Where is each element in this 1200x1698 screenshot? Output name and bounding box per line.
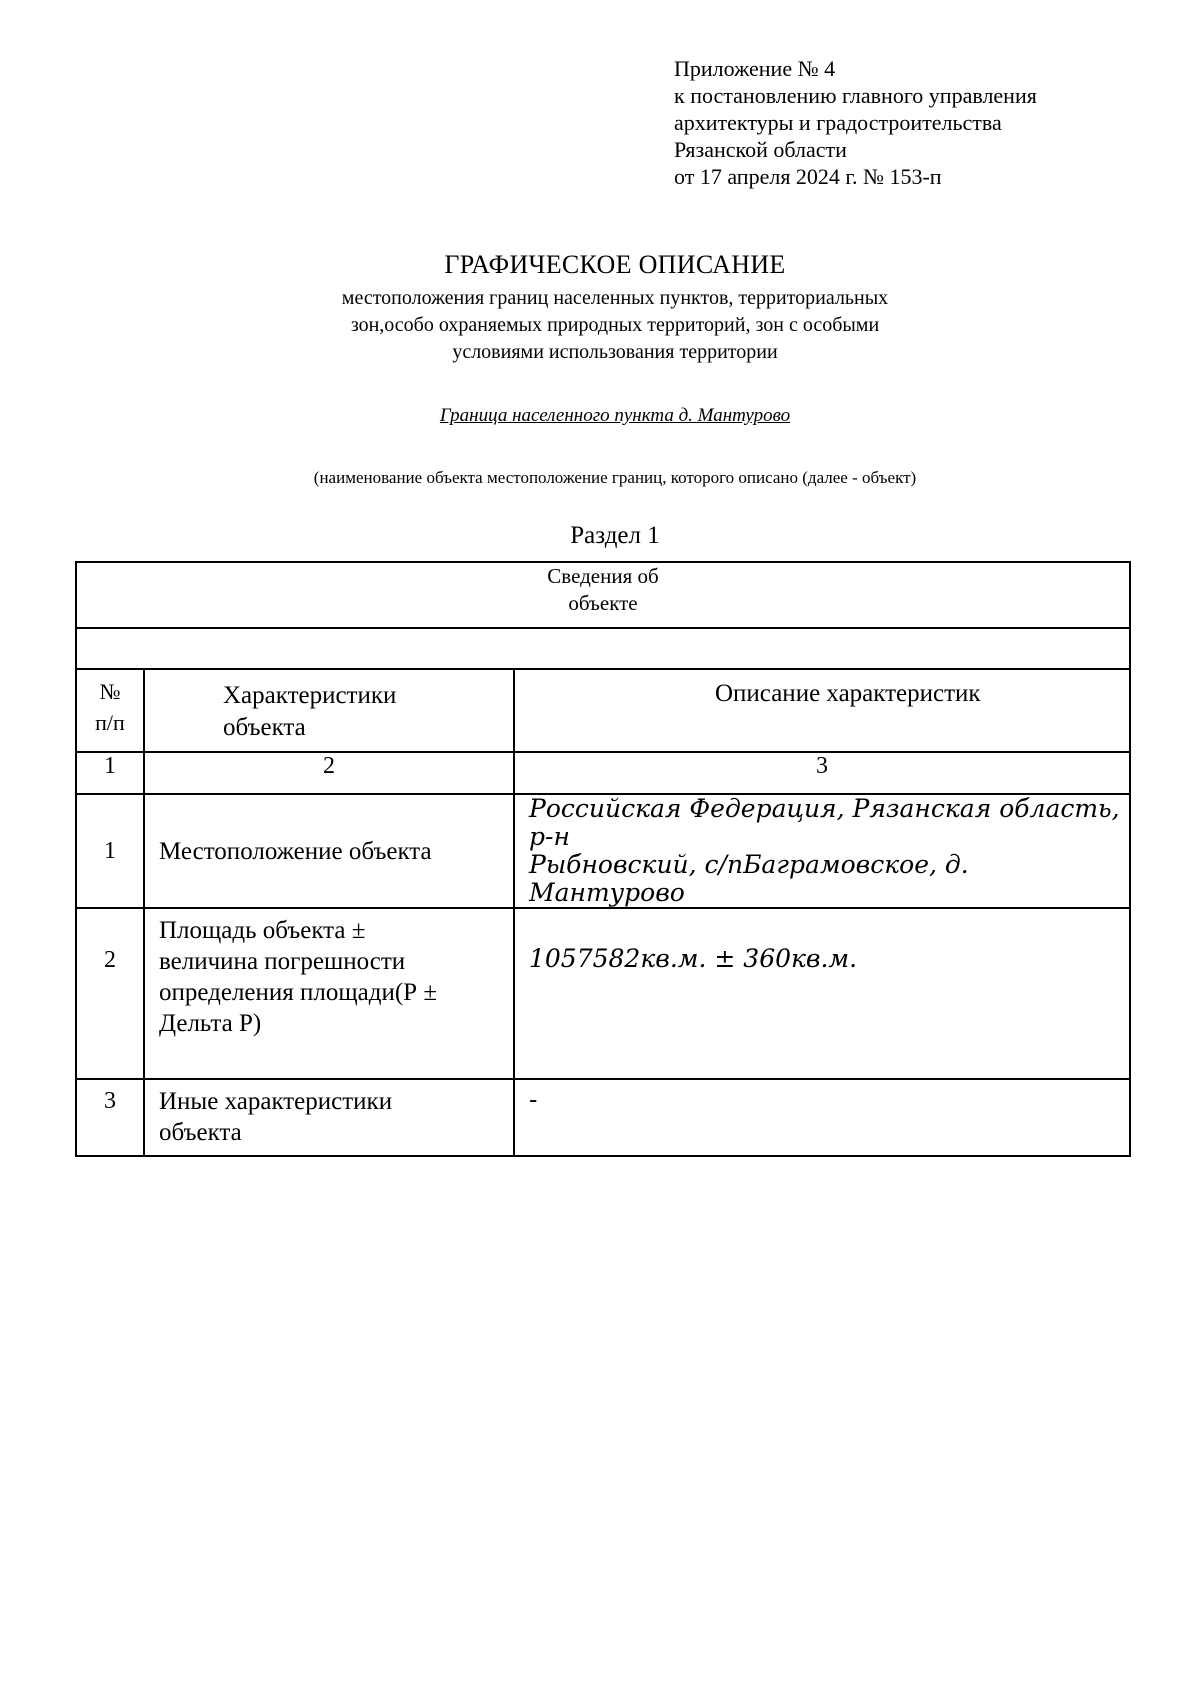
column-header-number-line: № [99, 679, 121, 704]
table-column-header-row [76, 669, 1130, 752]
row-description-line: Рыбновский, с/пБаграмовское, д. Мантурово [529, 850, 969, 907]
appendix-line: к постановлению главного управления [674, 83, 1037, 108]
object-info-table [75, 561, 1131, 1157]
appendix-line: от 17 апреля 2024 г. № 153-п [674, 164, 942, 189]
appendix-line: Приложение № 4 [674, 56, 836, 81]
row-description [514, 794, 1130, 908]
row-description [514, 908, 1130, 1079]
subtitle-line: условиями использования территории [452, 341, 778, 363]
column-header-characteristics [144, 669, 514, 752]
table-row [76, 794, 1130, 908]
index-cell: 2 [144, 752, 514, 794]
document-title: ГРАФИЧЕСКОЕ ОПИСАНИЕ [444, 250, 786, 279]
subtitle-line: местоположения границ населенных пунктов, территориальных [341, 287, 889, 309]
row-characteristic [144, 794, 514, 908]
header-line: объекте [568, 591, 638, 615]
index-cell: 3 [514, 752, 1130, 794]
row-characteristic-line: Дельта Р) [159, 1010, 262, 1037]
row-description-line: Российская Федерация, Рязанская область, р-н [529, 794, 1120, 851]
row-characteristic-line: объекта [159, 1119, 242, 1146]
object-name: Граница населенного пункта д. Мантурово [439, 405, 791, 426]
document-subtitle [0, 285, 1200, 366]
table-empty-cell [76, 628, 1130, 669]
row-description-line: - [529, 1085, 538, 1114]
appendix-line: Рязанской области [674, 137, 847, 162]
row-number: 2 [76, 908, 144, 1079]
column-header-number-line: п/п [95, 710, 125, 735]
table-header-row [76, 562, 1130, 628]
subtitle-line: зон,особо охраняемых природных территорий, зон с особыми [350, 314, 880, 336]
table-row [76, 908, 1130, 1079]
column-header-characteristics-line: объекта [223, 714, 306, 741]
section-title: Раздел 1 [570, 522, 660, 549]
row-characteristic [144, 1079, 514, 1156]
column-header-characteristics-line: Характеристики [223, 682, 397, 709]
object-caption: (наименование объекта местоположение границ, которого описано (далее - объект) [313, 468, 917, 487]
index-cell: 1 [76, 752, 144, 794]
row-description [514, 1079, 1130, 1156]
column-header-number [76, 669, 144, 752]
row-characteristic-line: величина погрешности [159, 948, 406, 975]
column-header-description: Описание характеристик [514, 669, 1130, 752]
table-empty-row [76, 628, 1130, 669]
row-characteristic-line: Местоположение объекта [159, 837, 432, 865]
row-number: 1 [76, 794, 144, 908]
row-number: 3 [76, 1079, 144, 1156]
row-characteristic-line: Площадь объекта ± [159, 917, 366, 944]
row-characteristic-line: Иные характеристики [159, 1088, 393, 1115]
header-line: Сведения об [547, 564, 659, 588]
table-header-cell [76, 562, 1130, 628]
row-characteristic-line: определения площади(Р ± [159, 979, 438, 1006]
table-row [76, 1079, 1130, 1156]
appendix-line: архитектуры и градостроительства [674, 110, 1002, 135]
row-characteristic [144, 908, 514, 1079]
row-description-line: 1057582кв.м. ± 360кв.м. [529, 944, 858, 973]
appendix-block [674, 55, 1037, 190]
table-index-row [76, 752, 1130, 794]
